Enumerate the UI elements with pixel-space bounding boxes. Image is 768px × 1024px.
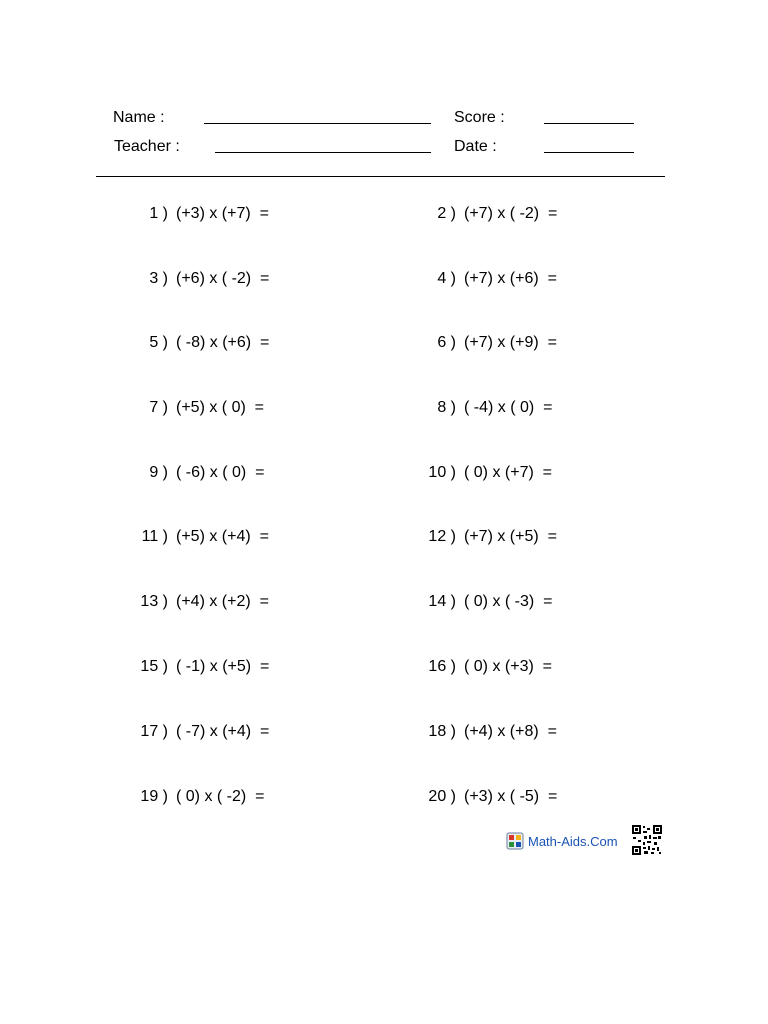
problem-17 (128, 723, 269, 741)
problem-number: 3 ) (149, 270, 168, 287)
problem-9 (128, 464, 264, 482)
problem-expression: ( 0) x (+7) = (464, 464, 553, 481)
problem-expression: ( -6) x ( 0) = (176, 464, 265, 481)
score-line (544, 123, 634, 124)
problem-20 (416, 788, 557, 806)
problem-number: 2 ) (437, 205, 456, 222)
problem-expression: (+5) x (+4) = (176, 528, 269, 545)
problem-number: 20 ) (428, 788, 456, 805)
name-label: Name : (113, 109, 165, 126)
problem-expression: (+7) x (+9) = (464, 334, 557, 351)
problem-number: 19 ) (140, 788, 168, 805)
problem-2 (416, 205, 557, 223)
problem-16 (416, 658, 552, 676)
problem-1 (128, 205, 269, 223)
problem-expression: (+4) x (+2) = (176, 593, 269, 610)
problem-number: 18 ) (428, 723, 456, 740)
problem-expression: ( 0) x ( -2) = (176, 788, 265, 805)
problem-13 (128, 593, 269, 611)
problem-number: 12 ) (428, 528, 456, 545)
problem-expression: (+3) x (+7) = (176, 205, 269, 222)
problem-4 (416, 270, 557, 288)
site-footer (506, 832, 618, 850)
date-line (544, 152, 634, 153)
date-label: Date : (454, 138, 497, 155)
problem-19 (128, 788, 264, 806)
problem-number: 16 ) (428, 658, 456, 675)
problem-expression: (+7) x (+6) = (464, 270, 557, 287)
problem-expression: (+6) x ( -2) = (176, 270, 270, 287)
site-name: Math-Aids.Com (528, 833, 618, 849)
problem-expression: ( 0) x ( -3) = (464, 593, 553, 610)
problem-number: 1 ) (149, 205, 168, 222)
problem-expression: (+7) x ( -2) = (464, 205, 558, 222)
problem-expression: ( -4) x ( 0) = (464, 399, 553, 416)
problem-expression: (+7) x (+5) = (464, 528, 557, 545)
problem-expression: (+3) x ( -5) = (464, 788, 558, 805)
qr-code-icon (632, 825, 662, 855)
problem-expression: ( 0) x (+3) = (464, 658, 553, 675)
problem-number: 6 ) (437, 334, 456, 351)
problem-number: 14 ) (428, 593, 456, 610)
problem-expression: (+4) x (+8) = (464, 723, 557, 740)
problem-15 (128, 658, 269, 676)
header-divider (96, 176, 665, 177)
problem-number: 17 ) (140, 723, 168, 740)
problem-number: 4 ) (437, 270, 456, 287)
problem-8 (416, 399, 552, 417)
problem-7 (128, 399, 264, 417)
problem-number: 7 ) (149, 399, 168, 416)
score-label: Score : (454, 109, 505, 126)
problem-number: 8 ) (437, 399, 456, 416)
problem-number: 15 ) (140, 658, 168, 675)
problem-expression: ( -1) x (+5) = (176, 658, 270, 675)
teacher-line (215, 152, 431, 153)
problem-expression: ( -8) x (+6) = (176, 334, 270, 351)
problem-number: 11 ) (141, 528, 168, 545)
problem-number: 5 ) (149, 334, 168, 351)
problem-14 (416, 593, 552, 611)
problem-5 (128, 334, 269, 352)
problem-3 (128, 270, 269, 288)
problem-6 (416, 334, 557, 352)
problem-number: 10 ) (428, 464, 456, 481)
calculator-icon (506, 832, 524, 850)
problem-expression: (+5) x ( 0) = (176, 399, 265, 416)
problem-18 (416, 723, 557, 741)
problem-11 (128, 528, 269, 546)
name-line (204, 123, 431, 124)
problem-number: 13 ) (140, 593, 168, 610)
problem-10 (416, 464, 552, 482)
problem-12 (416, 528, 557, 546)
problem-expression: ( -7) x (+4) = (176, 723, 270, 740)
teacher-label: Teacher : (114, 138, 180, 155)
problem-number: 9 ) (149, 464, 168, 481)
